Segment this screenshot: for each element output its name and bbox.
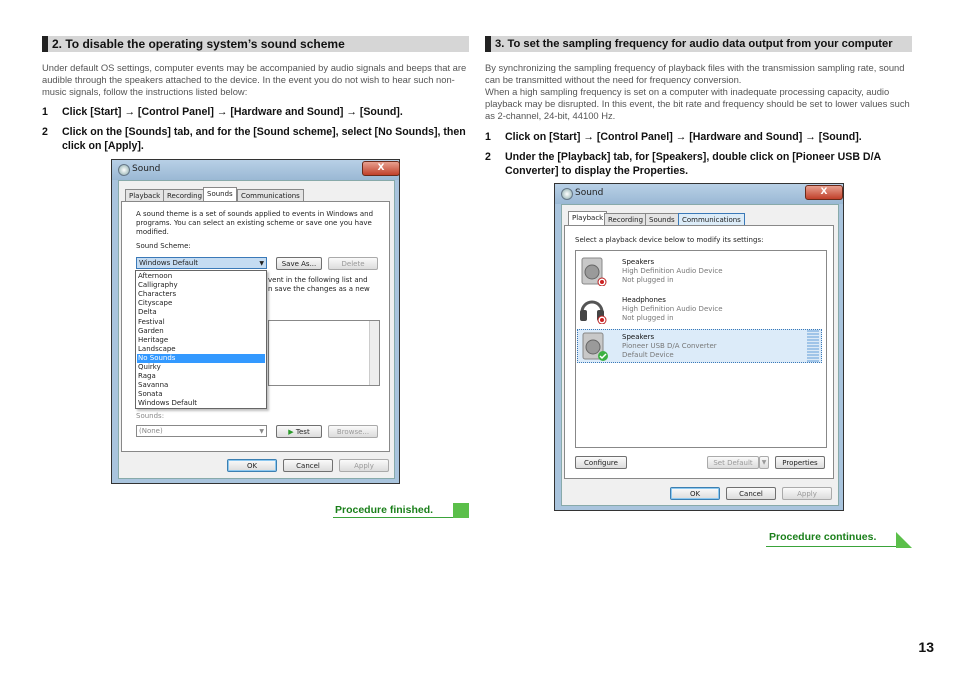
scheme-description: A sound theme is a set of sounds applied to events in Windows and programs. You can select an existing scheme or save one you have modified. bbox=[136, 210, 374, 236]
chevron-down-icon: ▼ bbox=[259, 260, 264, 267]
device-status: Default Device bbox=[622, 351, 674, 359]
procedure-continues-badge bbox=[766, 530, 912, 548]
option-quirky[interactable]: Quirky bbox=[138, 363, 161, 371]
option-garden[interactable]: Garden bbox=[138, 326, 164, 335]
option-festival[interactable]: Festival bbox=[138, 317, 165, 326]
arrow-right-icon bbox=[896, 532, 912, 548]
option-delta[interactable]: Delta bbox=[138, 308, 157, 317]
sounds-dropdown[interactable] bbox=[136, 425, 267, 437]
step-text: Click on [Start] → [Control Panel] → [Hardware and Sound] → [Sound]. bbox=[505, 131, 862, 143]
partial-text-line1: vent in the following list and bbox=[268, 276, 368, 284]
underline bbox=[333, 517, 455, 518]
step-number: 1 bbox=[485, 131, 491, 143]
scrollbar[interactable] bbox=[369, 321, 379, 385]
option-landscape[interactable]: Landscape bbox=[138, 344, 176, 353]
speaker-device-icon bbox=[578, 256, 608, 286]
playback-panel bbox=[564, 225, 834, 479]
intro-paragraph: Under default OS settings, computer events may be accompanied by audio signals and beeps that are audible through the speakers attached to the device. In the event you do not wish to hear such non-music signals, follow the instructions listed below: bbox=[42, 62, 467, 97]
device-name: Speakers bbox=[622, 258, 655, 266]
step-text: Click [Start] → [Control Panel] → [Hardware and Sound] → [Sound]. bbox=[62, 106, 403, 118]
option-sonata[interactable]: Sonata bbox=[138, 390, 163, 399]
set-default-button[interactable]: Set Default bbox=[707, 456, 759, 469]
dialog-title: Sound bbox=[132, 164, 161, 174]
partial-text-line2: n save the changes as a new bbox=[268, 285, 370, 293]
option-afternoon[interactable]: Afternoon bbox=[138, 272, 173, 280]
selected-scheme: Windows Default bbox=[139, 259, 199, 267]
tab-recording[interactable]: Recording bbox=[604, 213, 647, 225]
apply-button[interactable]: Apply bbox=[782, 487, 832, 500]
step-text: Under the [Playback] tab, for [Speakers], double click on [Pioneer USB D/A Converter] to display the Properties. bbox=[505, 151, 881, 177]
tab-playback[interactable]: Playback bbox=[125, 189, 164, 201]
procedure-continues-text: Procedure continues. bbox=[769, 531, 877, 543]
dialog-title: Sound bbox=[575, 188, 604, 198]
close-button[interactable]: X bbox=[362, 161, 400, 176]
test-label: Test bbox=[295, 428, 310, 436]
speaker-device-icon bbox=[579, 331, 609, 361]
play-icon: ▶ bbox=[288, 428, 294, 436]
option-windows-default[interactable]: Windows Default bbox=[138, 399, 198, 408]
device-driver: Pioneer USB D/A Converter bbox=[622, 342, 717, 350]
speaker-icon bbox=[561, 188, 573, 200]
option-characters[interactable]: Characters bbox=[138, 290, 177, 299]
device-headphones-hd[interactable] bbox=[578, 292, 822, 326]
ok-button[interactable]: OK bbox=[670, 487, 720, 500]
tab-communications[interactable]: Communications bbox=[237, 189, 304, 201]
headphones-icon bbox=[578, 294, 608, 324]
tab-playback[interactable]: Playback bbox=[568, 211, 607, 225]
tab-sounds[interactable]: Sounds bbox=[203, 187, 237, 201]
chevron-down-icon: ▼ bbox=[761, 459, 767, 466]
sound-dialog-sounds-tab bbox=[111, 159, 400, 484]
tab-communications[interactable]: Communications bbox=[678, 213, 745, 225]
test-button[interactable] bbox=[276, 425, 322, 438]
playback-instruction: Select a playback device below to modify its settings: bbox=[575, 236, 764, 244]
option-calligraphy[interactable]: Calligraphy bbox=[138, 281, 178, 290]
procedure-finished-text: Procedure finished. bbox=[335, 504, 434, 516]
set-default-dropdown[interactable] bbox=[759, 456, 769, 469]
tab-recording[interactable]: Recording bbox=[163, 189, 206, 201]
title-bar bbox=[555, 184, 843, 204]
sound-scheme-dropdown[interactable] bbox=[136, 257, 267, 269]
sound-scheme-options bbox=[135, 270, 267, 409]
device-list[interactable] bbox=[575, 250, 827, 448]
title-bar bbox=[112, 160, 399, 180]
sounds-label: Sounds: bbox=[136, 412, 165, 420]
device-driver: High Definition Audio Device bbox=[622, 305, 723, 313]
device-status: Not plugged in bbox=[622, 276, 674, 284]
option-no-sounds[interactable]: No Sounds bbox=[137, 354, 265, 363]
delete-button[interactable]: Delete bbox=[328, 257, 378, 270]
step-text: Click on the [Sounds] tab, and for the [Sound scheme], select [No Sounds], then click on [Apply]. bbox=[62, 126, 466, 152]
save-as-button[interactable]: Save As... bbox=[276, 257, 322, 270]
speaker-icon bbox=[118, 164, 130, 176]
underline bbox=[766, 546, 898, 547]
dialog-body bbox=[561, 204, 839, 506]
step-number: 2 bbox=[485, 151, 491, 163]
procedure-finished-badge bbox=[333, 503, 469, 518]
browse-button[interactable]: Browse... bbox=[328, 425, 378, 438]
step-number: 1 bbox=[42, 106, 48, 118]
section-heading-sampling-frequency: 3. To set the sampling frequency for audio data output from your computer bbox=[485, 36, 912, 52]
device-driver: High Definition Audio Device bbox=[622, 267, 723, 275]
step-2 bbox=[42, 125, 467, 155]
cancel-button[interactable]: Cancel bbox=[726, 487, 776, 500]
close-button[interactable]: X bbox=[805, 185, 843, 200]
device-name: Headphones bbox=[622, 296, 666, 304]
device-status: Not plugged in bbox=[622, 314, 674, 322]
apply-button[interactable]: Apply bbox=[339, 459, 389, 472]
program-events-list[interactable] bbox=[268, 320, 380, 386]
device-name: Speakers bbox=[622, 333, 655, 341]
intro-paragraph-2: When a high sampling frequency is set on a computer with inadequate processing capacity, audio playback may be disrupted. In this event, the bit rate and frequency should be set to lower values such as 2-channel, 24-bit, 44100 Hz. bbox=[485, 86, 910, 121]
tab-sounds[interactable]: Sounds bbox=[645, 213, 679, 225]
green-block bbox=[453, 503, 469, 518]
volume-level-meter bbox=[807, 330, 819, 362]
sound-dialog-playback-tab bbox=[554, 183, 844, 511]
step-number: 2 bbox=[42, 126, 48, 138]
properties-button[interactable]: Properties bbox=[775, 456, 825, 469]
option-savanna[interactable]: Savanna bbox=[138, 381, 169, 390]
option-cityscape[interactable]: Cityscape bbox=[138, 299, 173, 308]
cancel-button[interactable]: Cancel bbox=[283, 459, 333, 472]
configure-button[interactable]: Configure bbox=[575, 456, 627, 469]
step-1 bbox=[485, 130, 912, 146]
step-2 bbox=[485, 150, 912, 180]
page-number: 13 bbox=[918, 639, 934, 655]
sounds-value: (None) bbox=[139, 427, 163, 435]
option-heritage[interactable]: Heritage bbox=[138, 335, 169, 344]
section-heading-disable-sound-scheme: 2. To disable the operating system’s sound scheme bbox=[42, 36, 469, 52]
step-1 bbox=[42, 105, 467, 121]
chevron-down-icon: ▼ bbox=[259, 428, 264, 435]
option-raga[interactable]: Raga bbox=[138, 372, 156, 381]
scheme-label: Sound Scheme: bbox=[136, 242, 191, 250]
device-speakers-hd[interactable] bbox=[578, 254, 822, 288]
intro-paragraph-1: By synchronizing the sampling frequency of playback files with the transmission sampling rate, sound can be transmitted without the need for frequency conversion. bbox=[485, 62, 905, 85]
ok-button[interactable]: OK bbox=[227, 459, 277, 472]
device-speakers-pioneer[interactable] bbox=[577, 329, 822, 363]
